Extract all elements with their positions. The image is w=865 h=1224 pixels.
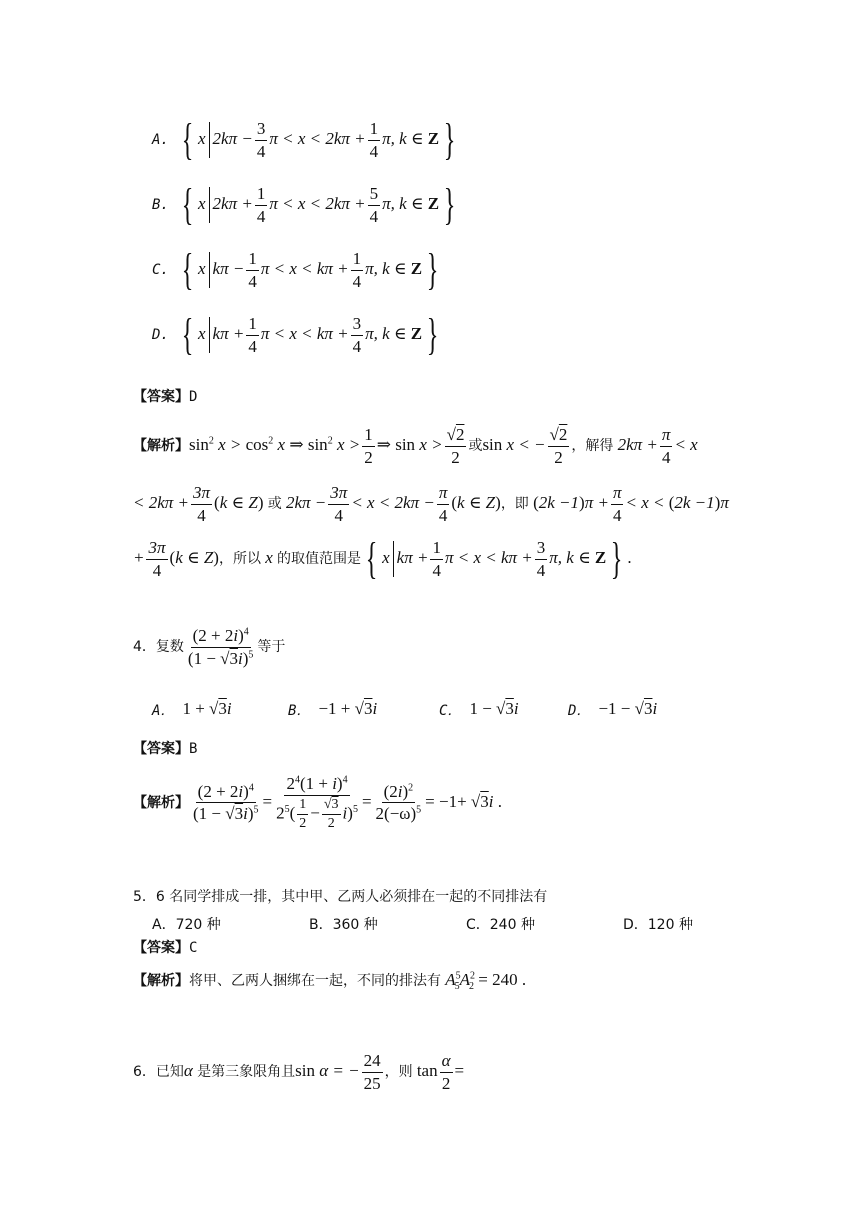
option-letter: A． (152, 703, 175, 720)
q3-analysis-line1: 【解析】$\sin^2 x > \cos^2 x$ ⇒ $\sin^2 x$ > $\frac{1}{2}$ ⇒ sin x > $\frac{√2}{2}$ 或sin x < − $\frac{√2}{2}$ ，解得 2kπ + $\frac{\pi}{4}$ < x (133, 425, 698, 467)
q4-stem: 4．复数 $\frac{(2 + 2i)^4}{(1 - √3i)^5}$ 等于 (133, 626, 286, 668)
answer-label: 【答案】 (133, 389, 189, 405)
stem-text: 6 名同学排成一排，其中甲、乙两人必须排在一起的不同排法有 (155, 889, 548, 905)
stem-text: 已知 (155, 1063, 184, 1080)
stem-text: 复数 (155, 638, 184, 655)
so-text: ，所以 (218, 550, 261, 567)
range-text: 的取值范围是 (277, 550, 361, 567)
option-letter: D． (568, 703, 591, 720)
analysis-text: 将甲、乙两人捆绑在一起，不同的排法有 (189, 973, 441, 989)
or-text: 或 (468, 437, 483, 454)
q3-option-b: B. { x 2kπ + $\frac{1}{4}$ π < x < 2kπ + $\frac{5}{4}$ π, k ∈ Z } (152, 180, 456, 229)
q6-stem: 6．已知α 是第三象限角且sin α = − $\frac{24}{25}$ ，则 tan $\frac{\alpha}{2}$ = (133, 1051, 465, 1093)
option-letter: C． (439, 703, 462, 720)
q3-analysis-line3: + $\frac{3\pi}{4}$ (k ∈ Z)，所以 x 的取值范围是 { x kπ + $\frac{1}{4}$ π < x < kπ + $\frac{3}{4}$ π, k ∈ Z } . (133, 534, 632, 583)
or-text: 或 (267, 495, 282, 512)
stem-text: ，则 (384, 1063, 413, 1080)
q5-answer (133, 937, 205, 957)
q3-option-c: C. { x kπ − $\frac{1}{4}$ π < x < kπ + $\frac{1}{4}$ π, k ∈ Z } (152, 245, 439, 294)
answer-value: D (189, 389, 198, 405)
question-number: 4． (133, 638, 156, 655)
analysis-label: 【解析】 (133, 437, 189, 454)
option-letter: B. (152, 197, 169, 213)
stem-text: 等于 (257, 638, 286, 655)
answer-value: C (189, 940, 198, 956)
analysis-result: = 240 . (478, 970, 527, 989)
answer-value: B (189, 741, 198, 757)
analysis-label: 【解析】 (133, 973, 189, 989)
solve-text: ，解得 (571, 437, 614, 454)
option-d: D．120 种 (623, 917, 693, 933)
stem-text: 是第三象限角且 (197, 1063, 296, 1080)
option-b: B．360 种 (309, 917, 378, 933)
option-letter: B． (288, 703, 311, 720)
ie-text: ，即 (500, 495, 529, 512)
question-number: 5． (133, 889, 156, 905)
analysis-label: 【解析】 (133, 794, 189, 811)
answer-label: 【答案】 (133, 940, 189, 956)
option-letter: D. (152, 327, 169, 343)
option-a: A．720 种 (152, 917, 221, 933)
question-number: 6． (133, 1063, 156, 1080)
q5-stem (133, 886, 547, 906)
q3-analysis-line2: < 2kπ + $\frac{3\pi}{4}$ (k ∈ Z) 或 2kπ − $\frac{3\pi}{4}$ < x < 2kπ − $\frac{\pi}{4}$ (k ∈ Z)，即 (2k −1)π + $\frac{\pi}{4}$ < x < (2k −1)π (133, 483, 729, 525)
q3-answer (133, 386, 205, 406)
q3-option-a: A. { x 2kπ − $\frac{3}{4}$ π < x < 2kπ + $\frac{1}{4}$ π, k ∈ Z } (152, 115, 456, 164)
q4-analysis: 【解析】 $\frac{(2 + 2i)^4}{(1 - √3i)^5}$ = $2^4(1 + i)^4$ $2^5$( $\frac{1}{2}$ − $\frac{√3}{2}$ i)$^5$ = $\frac{(2i)^2}{2(-\omega)^5}$ = −1+ √3i . (133, 774, 502, 831)
q3-option-d: D. { x kπ + $\frac{1}{4}$ π < x < kπ + $\frac{3}{4}$ π, k ∈ Z } (152, 310, 439, 359)
option-letter: C. (152, 262, 169, 278)
option-letter: A. (152, 132, 169, 148)
option-c: C．240 种 (466, 917, 535, 933)
q5-analysis: 【解析】将甲、乙两人捆绑在一起，不同的排法有 $A^5_5A^2_2 = 240$ . (133, 970, 527, 993)
q4-answer (133, 738, 205, 758)
answer-label: 【答案】 (133, 741, 189, 757)
